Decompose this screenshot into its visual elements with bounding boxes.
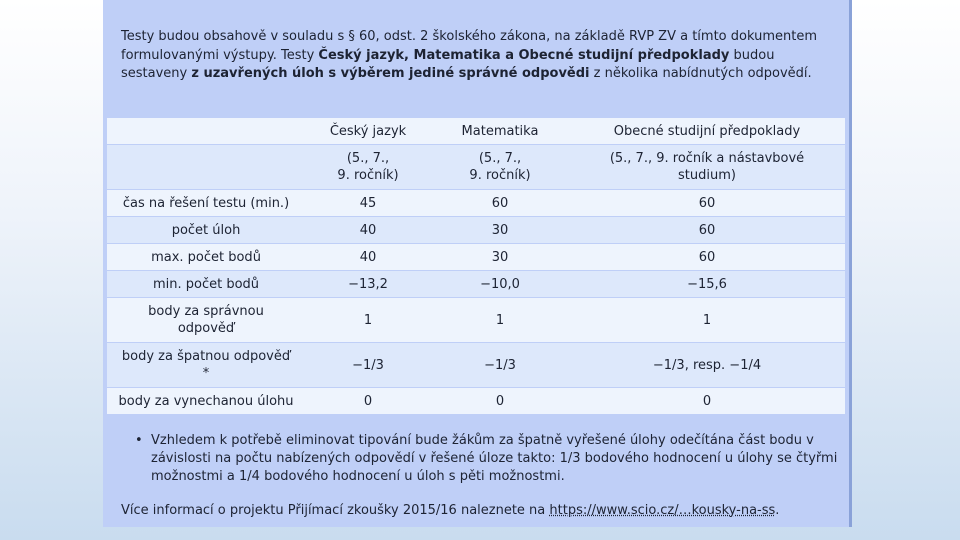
subheader-line: (5., 7.,	[346, 151, 390, 166]
row-value: 1	[569, 298, 845, 342]
intro-text: Testy budou obsahově v souladu s § 60, odst. 2 školského zákona, na základě RVP ZV a tímto dokumentem formulovanými výstupy. Testy	[121, 29, 818, 63]
table-row	[107, 190, 845, 216]
intro-paragraph	[121, 28, 841, 84]
row-value: 0	[305, 388, 431, 414]
subheader-line: 9. ročník)	[469, 168, 531, 183]
row-value: 60	[569, 217, 845, 243]
test-parameters-table	[107, 117, 845, 415]
row-label	[107, 298, 305, 342]
table-row	[107, 298, 845, 342]
bullet-icon: •	[135, 433, 143, 448]
intro-text: z několika nabídnutých odpovědí.	[589, 66, 812, 81]
footer-info	[121, 502, 841, 520]
row-value: 1	[305, 298, 431, 342]
table-row	[107, 271, 845, 297]
table-row	[107, 388, 845, 414]
row-value: 40	[305, 217, 431, 243]
subheader-line: 9. ročník)	[337, 168, 399, 183]
header-empty-cell	[107, 118, 305, 144]
footer-text: Více informací o projektu Přijímací zkoušky 2015/16 naleznete na	[121, 503, 550, 518]
scoring-note-text: Vzhledem k potřebě eliminovat tipování bude žákům za špatně vyřešené úlohy odečítána část bodu v závislosti na počtu nabízených odpovědí v řešené úloze takto: 1/3 bodového hodnocení u úlohy se čtyřmi možnostmi a 1/4 bodového hodnocení u úloh s pěti možnostmi.	[151, 433, 838, 484]
table-row	[107, 244, 845, 270]
subheader-line: (5., 7.,	[478, 151, 522, 166]
row-value: 1	[431, 298, 569, 342]
footer-period: .	[775, 503, 780, 518]
scoring-note	[135, 432, 840, 486]
row-value: −1/3, resp. −1/4	[569, 343, 845, 387]
row-value: 40	[305, 244, 431, 270]
row-value: 60	[569, 190, 845, 216]
row-value: −10,0	[431, 271, 569, 297]
subheader-math	[431, 145, 569, 189]
subheader-general	[569, 145, 845, 189]
subheader-empty-cell	[107, 145, 305, 189]
table-subheader-row	[107, 145, 845, 189]
row-value: −15,6	[569, 271, 845, 297]
row-label: min. počet bodů	[107, 271, 305, 297]
subheader-line: studium)	[678, 168, 736, 183]
row-label: body za vynechanou úlohu	[107, 388, 305, 414]
row-label-line: odpověď	[177, 321, 235, 336]
row-value: 0	[569, 388, 845, 414]
row-value: 30	[431, 217, 569, 243]
row-label: čas na řešení testu (min.)	[107, 190, 305, 216]
row-label-line: body za správnou	[148, 304, 264, 319]
header-math: Matematika	[431, 118, 569, 144]
table-row	[107, 343, 845, 387]
row-label: počet úloh	[107, 217, 305, 243]
row-value: −13,2	[305, 271, 431, 297]
intro-bold-format: z uzavřených úloh s výběrem jediné správné odpovědi	[191, 66, 590, 81]
header-czech: Český jazyk	[305, 118, 431, 144]
document-panel	[103, 0, 852, 527]
subheader-czech	[305, 145, 431, 189]
intro-bold-subjects: Český jazyk, Matematika a Obecné studijní předpoklady	[318, 47, 730, 63]
row-label-line: body za špatnou odpověď	[121, 349, 291, 364]
row-label: max. počet bodů	[107, 244, 305, 270]
row-value: 30	[431, 244, 569, 270]
row-value: −1/3	[431, 343, 569, 387]
row-value: 60	[431, 190, 569, 216]
row-value: 60	[569, 244, 845, 270]
table-header-row	[107, 118, 845, 144]
row-label-line: *	[202, 366, 210, 381]
row-value: 0	[431, 388, 569, 414]
row-value: −1/3	[305, 343, 431, 387]
intro-text: budou sestaveny	[121, 47, 775, 81]
row-value: 45	[305, 190, 431, 216]
header-general: Obecné studijní předpoklady	[569, 118, 845, 144]
subheader-line: (5., 7., 9. ročník a nástavbové	[609, 151, 805, 166]
table-row	[107, 217, 845, 243]
scio-link[interactable]: https://www.scio.cz/…kousky-na-ss	[549, 503, 776, 518]
row-label	[107, 343, 305, 387]
